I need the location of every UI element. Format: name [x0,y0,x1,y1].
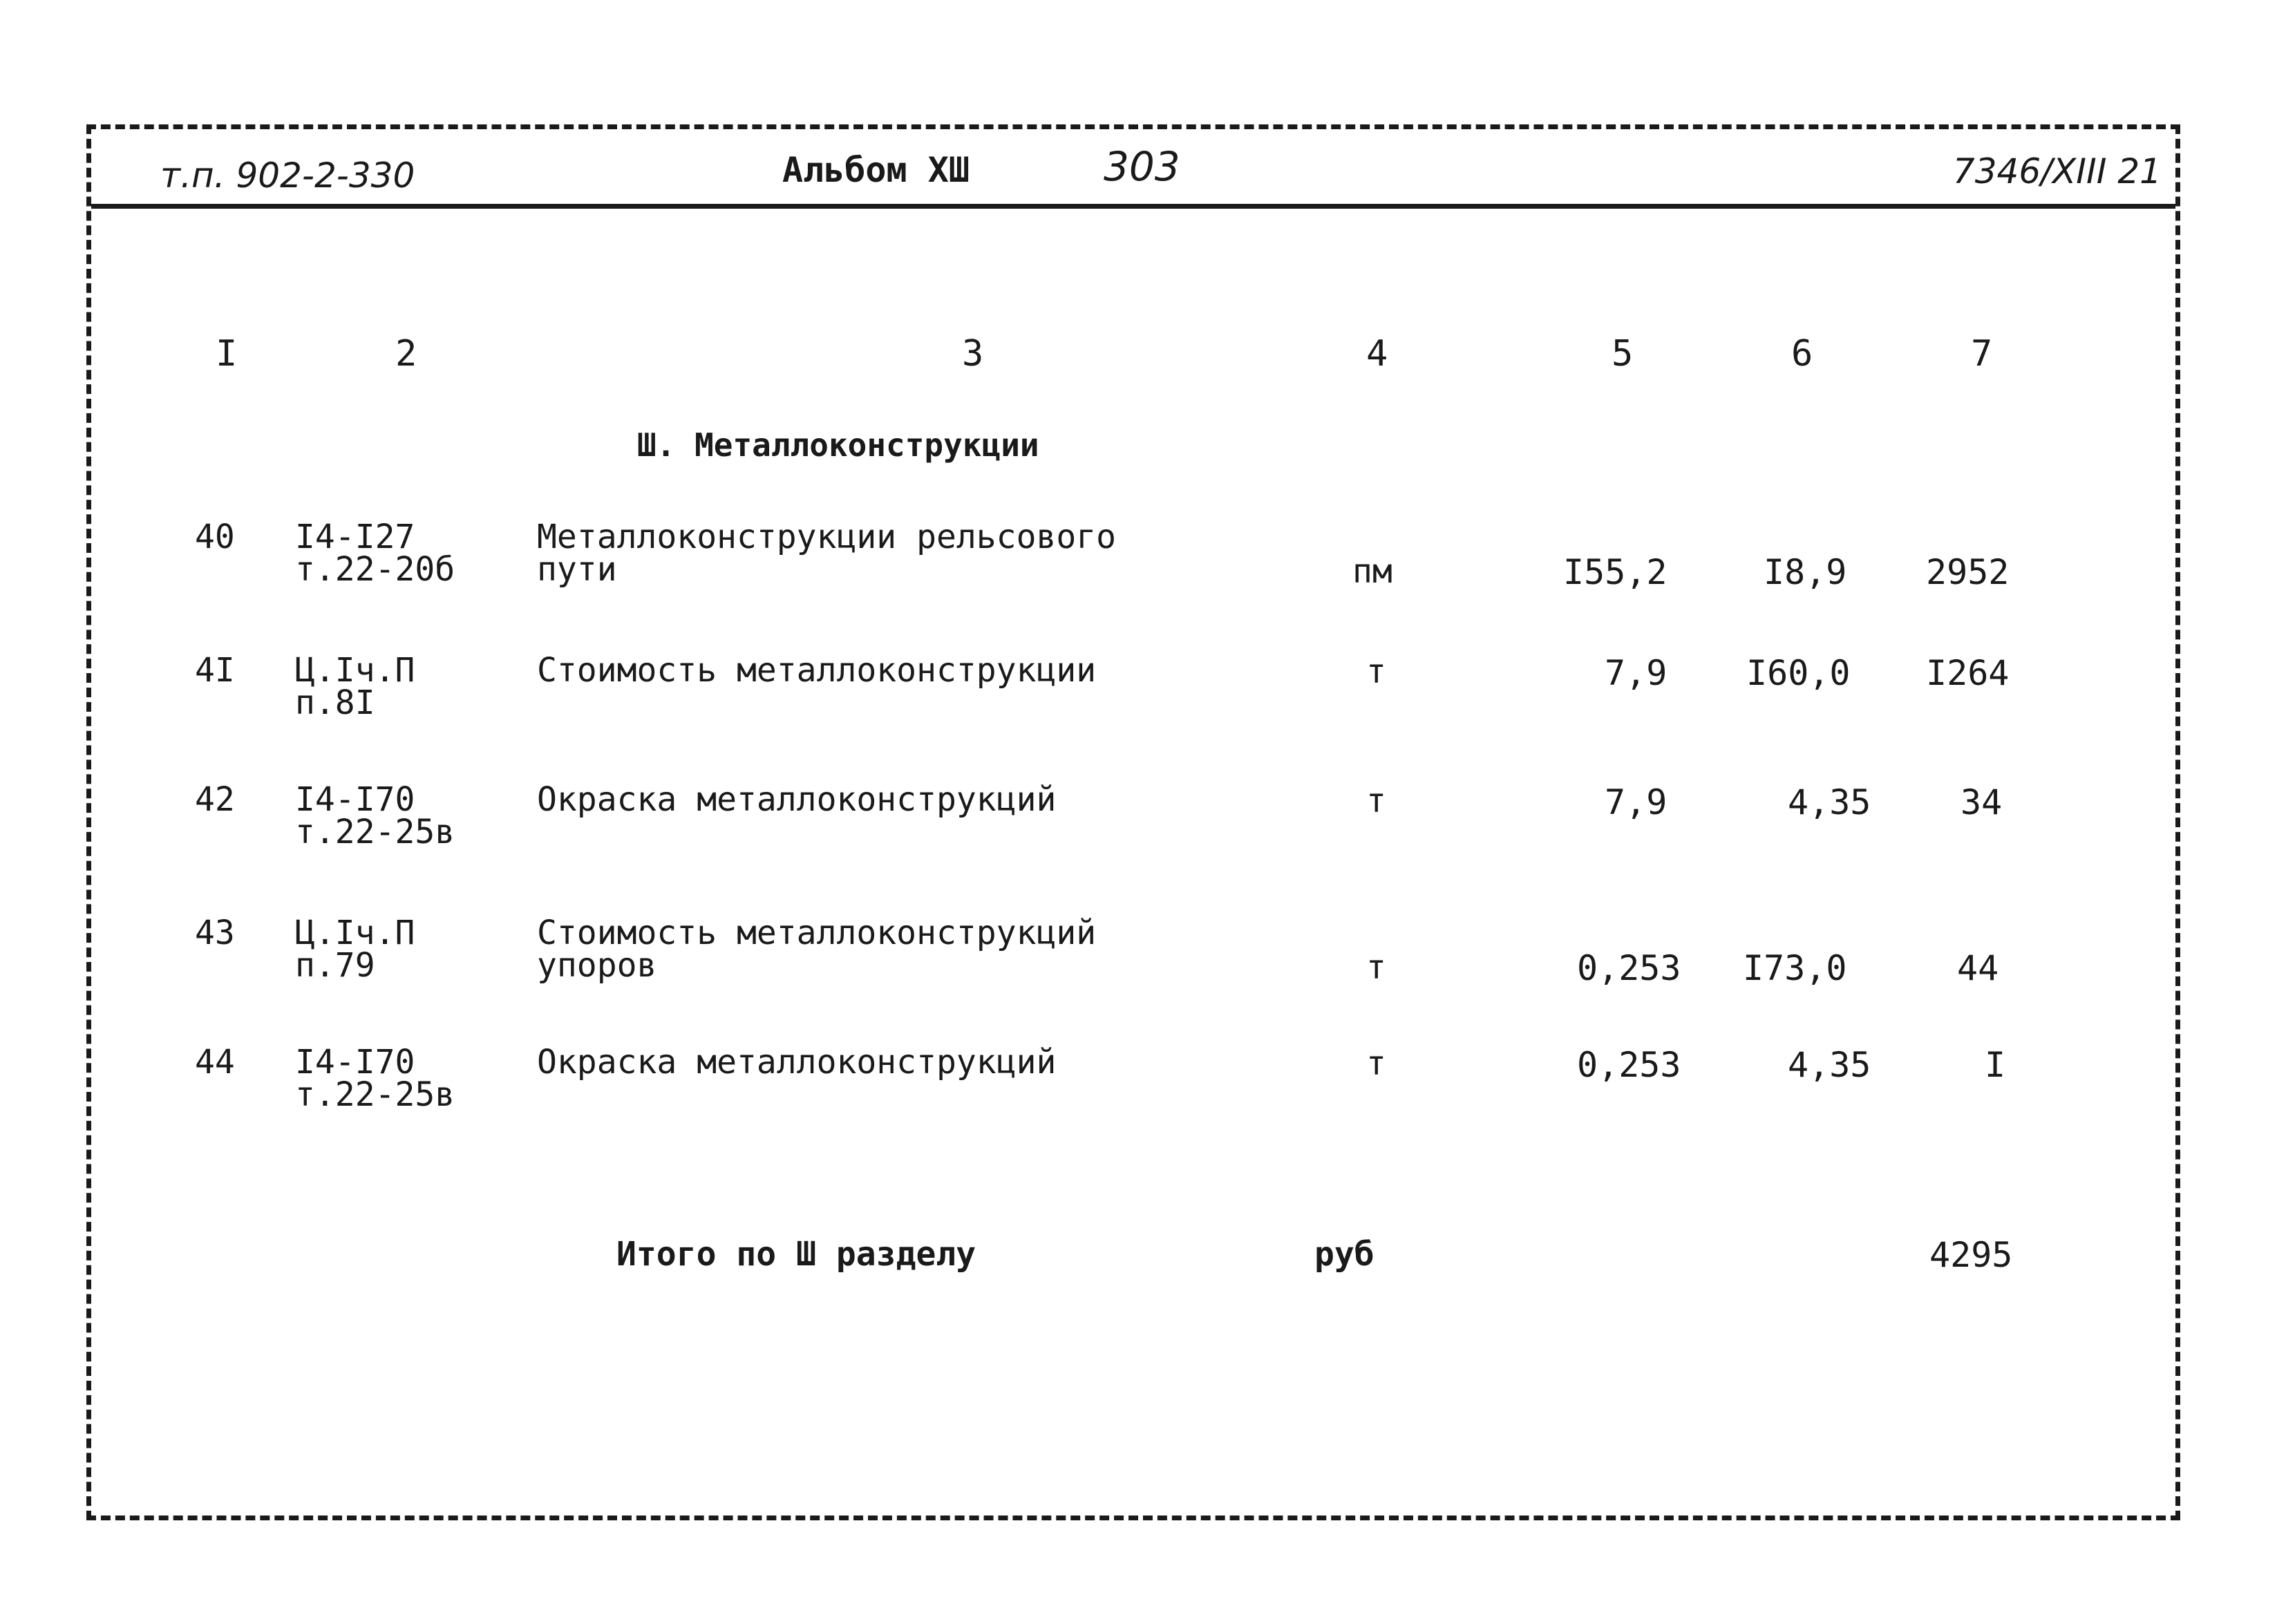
column-number-7: 7 [1971,333,1993,375]
total-cost: I264 [1926,653,2010,693]
unit-price: 4,35 [1788,1045,1871,1085]
quantity: 7,9 [1605,782,1668,822]
total-cost: 44 [1957,948,1999,988]
item-name-line-2: упоров [537,946,657,985]
quantity: I55,2 [1563,552,1668,592]
reference-line-1: I4-I70 [295,780,415,819]
column-number-2: 2 [395,333,417,375]
unit: пм [1352,552,1392,591]
unit: т [1366,948,1386,987]
item-name-line-2: пути [537,550,617,589]
row-number: 40 [195,518,235,556]
row-number: 44 [195,1043,235,1082]
item-name-line-1: Стоимость металлоконструкций [537,914,1097,952]
unit-price: I8,9 [1764,552,1847,592]
reference-line-2: т.22-25в [295,1075,455,1114]
section-title: Ш. Металлоконструкции [637,426,1039,464]
reference-line-2: п.8I [295,683,375,722]
reference-line-1: Ц.Iч.П [295,651,415,690]
quantity: 0,253 [1577,948,1681,988]
row-number: 43 [195,914,235,952]
item-name-line-1: Окраска металлоконструкций [537,1043,1057,1082]
column-number-1: I [216,333,238,375]
row-number: 42 [195,780,235,819]
unit-price: I60,0 [1746,653,1851,693]
section-total-unit: руб [1314,1235,1375,1274]
column-number-4: 4 [1366,333,1388,375]
total-cost: 34 [1961,782,2003,822]
reference-line-2: п.79 [295,946,375,985]
quantity: 0,253 [1577,1045,1681,1085]
column-number-6: 6 [1791,333,1813,375]
album-title: Альбом ХШ [782,150,970,190]
document-code: 7346/XIII 21 [1952,151,2162,191]
total-cost: 2952 [1926,552,2010,592]
section-total-label: Итого по Ш разделу [616,1235,976,1274]
sheet-number: 303 [1104,143,1180,190]
project-code: т.п. 902-2-330 [160,155,415,196]
reference-line-1: Ц.Iч.П [295,914,415,952]
unit: т [1366,652,1386,691]
reference-line-2: т.22-25в [295,813,455,851]
column-number-5: 5 [1612,333,1634,375]
item-name-line-1: Металлоконструкции рельсового [537,518,1117,556]
unit-price: 4,35 [1788,782,1871,822]
unit-price: I73,0 [1743,948,1847,988]
column-number-3: 3 [962,333,984,375]
item-name-line-1: Стоимость металлоконструкции [537,651,1097,690]
sheet-header [91,129,2175,209]
item-name-line-1: Окраска металлоконструкций [537,780,1057,819]
total-cost: I [1985,1045,2006,1085]
unit: т [1366,782,1386,820]
quantity: 7,9 [1605,653,1668,693]
reference-line-1: I4-I70 [295,1043,415,1082]
reference-line-1: I4-I27 [295,518,415,556]
reference-line-2: т.22-20б [295,550,455,589]
unit: т [1366,1044,1386,1083]
document-sheet [86,124,2180,1520]
row-number: 4I [195,651,235,690]
section-total-value: 4295 [1929,1235,2013,1275]
